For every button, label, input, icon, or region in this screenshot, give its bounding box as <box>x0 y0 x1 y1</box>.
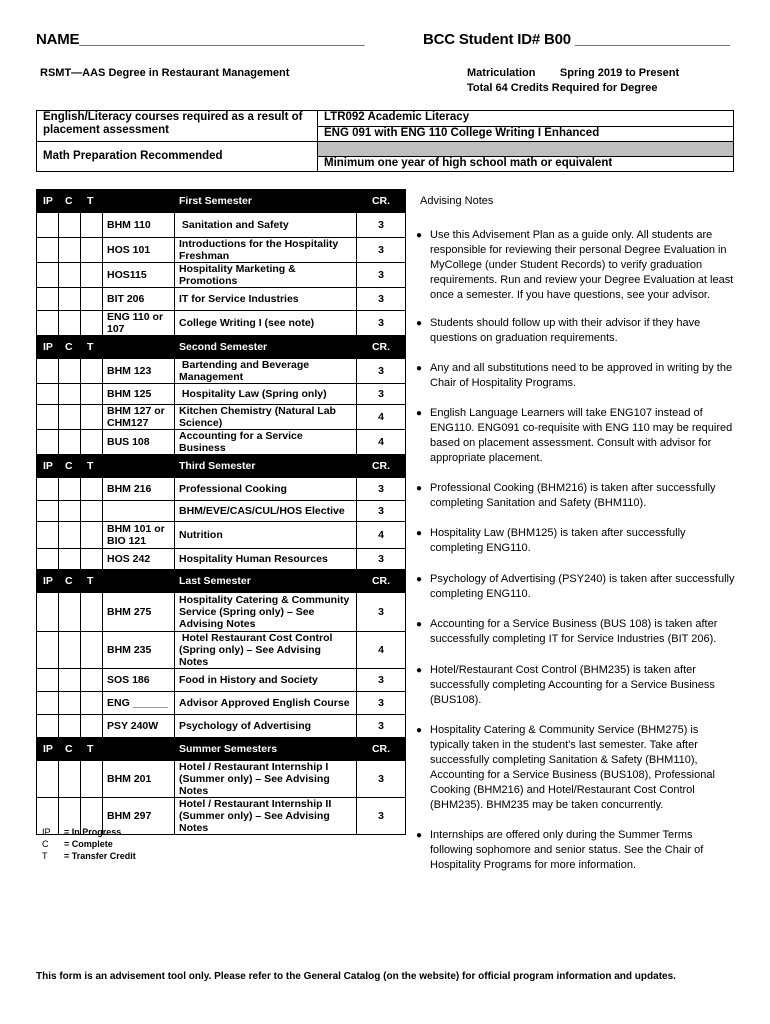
ip-checkbox-cell[interactable] <box>37 405 59 430</box>
course-name: IT for Service Industries <box>175 288 357 311</box>
col-ip-header: IP <box>37 336 59 359</box>
ip-checkbox-cell[interactable] <box>37 384 59 405</box>
course-code: BHM 275 <box>103 593 175 632</box>
course-name: Nutrition <box>175 522 357 549</box>
ip-checkbox-cell[interactable] <box>37 359 59 384</box>
bullet-icon: ● <box>416 528 423 539</box>
advising-note-text: Students should follow up with their advisor if they have questions on graduation requirements. <box>430 317 701 344</box>
transfer-checkbox-cell[interactable] <box>81 692 103 715</box>
course-credits: 3 <box>357 761 406 798</box>
transfer-checkbox-cell[interactable] <box>81 238 103 263</box>
col-t-header: T <box>81 738 103 761</box>
col-t-header: T <box>81 336 103 359</box>
course-credits: 3 <box>357 692 406 715</box>
semester-header-row <box>37 190 406 213</box>
course-code: PSY 240W <box>103 715 175 738</box>
course-name: Hotel / Restaurant Internship I (Summer only) – See Advising Notes <box>175 761 357 798</box>
transfer-checkbox-cell[interactable] <box>81 384 103 405</box>
transfer-checkbox-cell[interactable] <box>81 632 103 669</box>
course-row <box>37 501 406 522</box>
advising-note <box>416 228 735 303</box>
complete-checkbox-cell[interactable] <box>59 593 81 632</box>
advising-note <box>416 572 735 602</box>
bullet-icon: ● <box>416 725 423 736</box>
course-code: HOS 242 <box>103 549 175 570</box>
transfer-checkbox-cell[interactable] <box>81 478 103 501</box>
course-code: BHM 201 <box>103 761 175 798</box>
advising-note <box>416 406 735 466</box>
col-credits-header: CR. <box>357 455 406 478</box>
transfer-checkbox-cell[interactable] <box>81 501 103 522</box>
course-name: Hotel Restaurant Cost Control (Spring only) – See Advising Notes <box>175 632 357 669</box>
col-c-header: C <box>59 190 81 213</box>
col-credits-header: CR. <box>357 336 406 359</box>
course-code: ENG ______ <box>103 692 175 715</box>
course-code: BHM 125 <box>103 384 175 405</box>
course-name: Sanitation and Safety <box>175 213 357 238</box>
transfer-checkbox-cell[interactable] <box>81 669 103 692</box>
ip-checkbox-cell[interactable] <box>37 478 59 501</box>
advising-note-text: Use this Advisement Plan as a guide only. All students are responsible for reviewing their personal Degree Evaluation in MyCollege (under Student Records) to verify graduation requirements. Run and review your Degree Evaluation at least once a semester. If you have questions, see your advisor. <box>430 229 734 301</box>
course-credits: 3 <box>357 669 406 692</box>
course-code: BUS 108 <box>103 430 175 455</box>
course-name: Professional Cooking <box>175 478 357 501</box>
semester-header-row <box>37 570 406 593</box>
course-row <box>37 669 406 692</box>
course-row <box>37 263 406 288</box>
advising-note-text: Internships are offered only during the Summer Terms following sophomore and senior status. See the Chair of Hospitality Programs for more information. <box>430 829 704 871</box>
course-credits: 3 <box>357 311 406 336</box>
course-credits: 4 <box>357 632 406 669</box>
advising-note-text: English Language Learners will take ENG107 instead of ENG110. ENG091 co-requisite with ENG 110 may be required based on placement assessment. Consult with advisor for appropriate placement. <box>430 407 733 464</box>
col-credits-header: CR. <box>357 738 406 761</box>
bullet-icon: ● <box>416 318 423 329</box>
ip-checkbox-cell[interactable] <box>37 715 59 738</box>
complete-checkbox-cell[interactable] <box>59 359 81 384</box>
semester-header-row <box>37 455 406 478</box>
col-ip-header: IP <box>37 190 59 213</box>
advising-notes-title: Advising Notes <box>420 195 494 207</box>
transfer-checkbox-cell[interactable] <box>81 593 103 632</box>
col-c-header: C <box>59 738 81 761</box>
course-name: Food in History and Society <box>175 669 357 692</box>
semester-header-row <box>37 738 406 761</box>
advising-note <box>416 617 735 647</box>
transfer-checkbox-cell[interactable] <box>81 405 103 430</box>
ip-checkbox-cell[interactable] <box>37 430 59 455</box>
advising-note <box>416 316 735 346</box>
ip-checkbox-cell[interactable] <box>37 669 59 692</box>
course-row <box>37 430 406 455</box>
course-name: Psychology of Advertising <box>175 715 357 738</box>
english-requirement-value-1: LTR092 Academic Literacy <box>318 111 734 127</box>
complete-checkbox-cell[interactable] <box>59 263 81 288</box>
bullet-icon: ● <box>416 363 423 374</box>
complete-checkbox-cell[interactable] <box>59 715 81 738</box>
bullet-icon: ● <box>416 574 423 585</box>
semester-title: First Semester <box>175 190 357 213</box>
bullet-icon: ● <box>416 619 423 630</box>
col-t-header: T <box>81 190 103 213</box>
footer-disclaimer: This form is an advisement tool only. Please refer to the General Catalog (on the website) for official program information and updates. <box>36 971 676 982</box>
col-credits-header: CR. <box>357 190 406 213</box>
course-credits: 3 <box>357 384 406 405</box>
col-code-header <box>103 455 175 478</box>
course-row <box>37 238 406 263</box>
semester-title: Second Semester <box>175 336 357 359</box>
course-credits: 3 <box>357 715 406 738</box>
transfer-checkbox-cell[interactable] <box>81 430 103 455</box>
course-row <box>37 288 406 311</box>
course-row <box>37 632 406 669</box>
complete-checkbox-cell[interactable] <box>59 501 81 522</box>
math-gray-cell <box>318 142 734 157</box>
course-code: BHM 123 <box>103 359 175 384</box>
legend-value: = In Progress <box>64 827 122 837</box>
transfer-checkbox-cell[interactable] <box>81 522 103 549</box>
ip-checkbox-cell[interactable] <box>37 593 59 632</box>
program-title: RSMT—AAS Degree in Restaurant Management <box>40 67 290 79</box>
course-name: Hospitality Human Resources <box>175 549 357 570</box>
bullet-icon: ● <box>416 483 423 494</box>
bullet-icon: ● <box>416 665 423 676</box>
course-row <box>37 715 406 738</box>
course-code: BHM 235 <box>103 632 175 669</box>
advising-note <box>416 828 735 873</box>
course-code: BHM 110 <box>103 213 175 238</box>
ip-checkbox-cell[interactable] <box>37 522 59 549</box>
math-requirement-value: Minimum one year of high school math or equivalent <box>318 157 734 172</box>
complete-checkbox-cell[interactable] <box>59 549 81 570</box>
complete-checkbox-cell[interactable] <box>59 238 81 263</box>
ip-checkbox-cell[interactable] <box>37 549 59 570</box>
course-credits: 3 <box>357 501 406 522</box>
course-name: Introductions for the Hospitality Freshman <box>175 238 357 263</box>
course-credits: 3 <box>357 798 406 835</box>
ip-checkbox-cell[interactable] <box>37 263 59 288</box>
course-code: BHM 297 <box>103 798 175 835</box>
course-row <box>37 761 406 798</box>
col-c-header: C <box>59 455 81 478</box>
course-code: HOS115 <box>103 263 175 288</box>
legend-item <box>42 826 136 838</box>
course-name: College Writing I (see note) <box>175 311 357 336</box>
course-credits: 4 <box>357 522 406 549</box>
transfer-checkbox-cell[interactable] <box>81 263 103 288</box>
col-code-header <box>103 336 175 359</box>
course-credits: 3 <box>357 359 406 384</box>
course-name: Advisor Approved English Course <box>175 692 357 715</box>
placement-table <box>36 110 734 172</box>
course-row <box>37 405 406 430</box>
advising-note-text: Hotel/Restaurant Cost Control (BHM235) is taken after successfully completing Accounting for a Service Business (BUS108). <box>430 664 715 706</box>
ip-checkbox-cell[interactable] <box>37 311 59 336</box>
col-ip-header: IP <box>37 738 59 761</box>
course-credits: 4 <box>357 430 406 455</box>
status-legend <box>42 826 136 862</box>
course-row <box>37 359 406 384</box>
course-row <box>37 692 406 715</box>
course-code: BIT 206 <box>103 288 175 311</box>
complete-checkbox-cell[interactable] <box>59 761 81 798</box>
col-code-header <box>103 190 175 213</box>
course-code: BHM 216 <box>103 478 175 501</box>
ip-checkbox-cell[interactable] <box>37 288 59 311</box>
course-name: Hospitality Law (Spring only) <box>175 384 357 405</box>
legend-key: C <box>42 839 49 849</box>
course-name: Kitchen Chemistry (Natural Lab Science) <box>175 405 357 430</box>
complete-checkbox-cell[interactable] <box>59 430 81 455</box>
col-ip-header: IP <box>37 455 59 478</box>
advising-note-text: Hospitality Law (BHM125) is taken after successfully completing ENG110. <box>430 527 686 554</box>
course-name: Hotel / Restaurant Internship II (Summer only) – See Advising Notes <box>175 798 357 835</box>
course-code: BHM 101 or BIO 121 <box>103 522 175 549</box>
legend-key: IP <box>42 827 51 837</box>
course-code: HOS 101 <box>103 238 175 263</box>
course-credits: 3 <box>357 263 406 288</box>
legend-value: = Complete <box>64 839 113 849</box>
transfer-checkbox-cell[interactable] <box>81 311 103 336</box>
legend-key: T <box>42 851 48 861</box>
math-requirement-label: Math Preparation Recommended <box>37 142 318 172</box>
legend-value: = Transfer Credit <box>64 851 136 861</box>
col-credits-header: CR. <box>357 570 406 593</box>
complete-checkbox-cell[interactable] <box>59 405 81 430</box>
advising-note-text: Hospitality Catering & Community Service (BHM275) is typically taken in the student's last semester. Take after successfully completing Sanitation & Safety (BHM110), Accounting for a Service Business (BUS108), Professional Cooking (BHM216) and Hotel/Restaurant Cost Control (BHM235). BHM235 may be taken concurrently. <box>430 724 715 811</box>
english-requirement-label: English/Literacy courses required as a result of placement assessment <box>37 111 318 142</box>
complete-checkbox-cell[interactable] <box>59 692 81 715</box>
transfer-checkbox-cell[interactable] <box>81 288 103 311</box>
matriculation-info: Matriculation Spring 2019 to Present <box>467 67 680 79</box>
complete-checkbox-cell[interactable] <box>59 632 81 669</box>
course-credits: 3 <box>357 288 406 311</box>
course-code <box>103 501 175 522</box>
complete-checkbox-cell[interactable] <box>59 311 81 336</box>
col-t-header: T <box>81 570 103 593</box>
transfer-checkbox-cell[interactable] <box>81 549 103 570</box>
advising-note <box>416 663 735 708</box>
complete-checkbox-cell[interactable] <box>59 213 81 238</box>
advising-note <box>416 481 735 511</box>
course-credits: 3 <box>357 213 406 238</box>
ip-checkbox-cell[interactable] <box>37 632 59 669</box>
advising-note-text: Any and all substitutions need to be approved in writing by the Chair of Hospitality Programs. <box>430 362 733 389</box>
legend-item <box>42 850 136 862</box>
course-credits: 3 <box>357 478 406 501</box>
course-name: Accounting for a Service Business <box>175 430 357 455</box>
col-c-header: C <box>59 336 81 359</box>
complete-checkbox-cell[interactable] <box>59 384 81 405</box>
course-row <box>37 311 406 336</box>
advising-note-text: Psychology of Advertising (PSY240) is taken after successfully completing ENG110. <box>430 573 735 600</box>
course-name: BHM/EVE/CAS/CUL/HOS Elective <box>175 501 357 522</box>
course-row <box>37 549 406 570</box>
transfer-checkbox-cell[interactable] <box>81 761 103 798</box>
advising-note <box>416 723 735 813</box>
complete-checkbox-cell[interactable] <box>59 288 81 311</box>
ip-checkbox-cell[interactable] <box>37 238 59 263</box>
course-row <box>37 522 406 549</box>
bullet-icon: ● <box>416 230 423 241</box>
english-requirement-value-2: ENG 091 with ENG 110 College Writing I Enhanced <box>318 126 734 142</box>
course-row <box>37 213 406 238</box>
course-name: Bartending and Beverage Management <box>175 359 357 384</box>
credits-required: Total 64 Credits Required for Degree <box>467 82 658 94</box>
col-t-header: T <box>81 455 103 478</box>
transfer-checkbox-cell[interactable] <box>81 715 103 738</box>
student-id-label: BCC Student ID# B00 ___________________ <box>423 31 730 48</box>
course-name: Hospitality Catering & Community Service (Spring only) – See Advising Notes <box>175 593 357 632</box>
course-row <box>37 478 406 501</box>
col-code-header <box>103 738 175 761</box>
course-code: ENG 110 or 107 <box>103 311 175 336</box>
name-field-label: NAME___________________________________ <box>36 31 365 48</box>
transfer-checkbox-cell[interactable] <box>81 359 103 384</box>
bullet-icon: ● <box>416 830 423 841</box>
course-row <box>37 384 406 405</box>
advising-note <box>416 361 735 391</box>
ip-checkbox-cell[interactable] <box>37 213 59 238</box>
course-row <box>37 593 406 632</box>
col-ip-header: IP <box>37 570 59 593</box>
course-table <box>36 189 406 835</box>
course-name: Hospitality Marketing & Promotions <box>175 263 357 288</box>
ip-checkbox-cell[interactable] <box>37 761 59 798</box>
course-credits: 3 <box>357 549 406 570</box>
semester-title: Summer Semesters <box>175 738 357 761</box>
course-credits: 3 <box>357 238 406 263</box>
semester-title: Third Semester <box>175 455 357 478</box>
col-c-header: C <box>59 570 81 593</box>
complete-checkbox-cell[interactable] <box>59 478 81 501</box>
col-code-header <box>103 570 175 593</box>
complete-checkbox-cell[interactable] <box>59 669 81 692</box>
course-code: SOS 186 <box>103 669 175 692</box>
ip-checkbox-cell[interactable] <box>37 692 59 715</box>
advising-note-text: Professional Cooking (BHM216) is taken after successfully completing Sanitation and Safety (BHM110). <box>430 482 716 509</box>
advising-note-text: Accounting for a Service Business (BUS 108) is taken after successfully completing IT for Service Industries (BIT 206). <box>430 618 718 645</box>
semester-header-row <box>37 336 406 359</box>
legend-item <box>42 838 136 850</box>
transfer-checkbox-cell[interactable] <box>81 213 103 238</box>
semester-title: Last Semester <box>175 570 357 593</box>
course-credits: 3 <box>357 593 406 632</box>
complete-checkbox-cell[interactable] <box>59 522 81 549</box>
course-code: BHM 127 or CHM127 <box>103 405 175 430</box>
bullet-icon: ● <box>416 408 423 419</box>
advising-note <box>416 526 735 556</box>
course-credits: 4 <box>357 405 406 430</box>
ip-checkbox-cell[interactable] <box>37 501 59 522</box>
